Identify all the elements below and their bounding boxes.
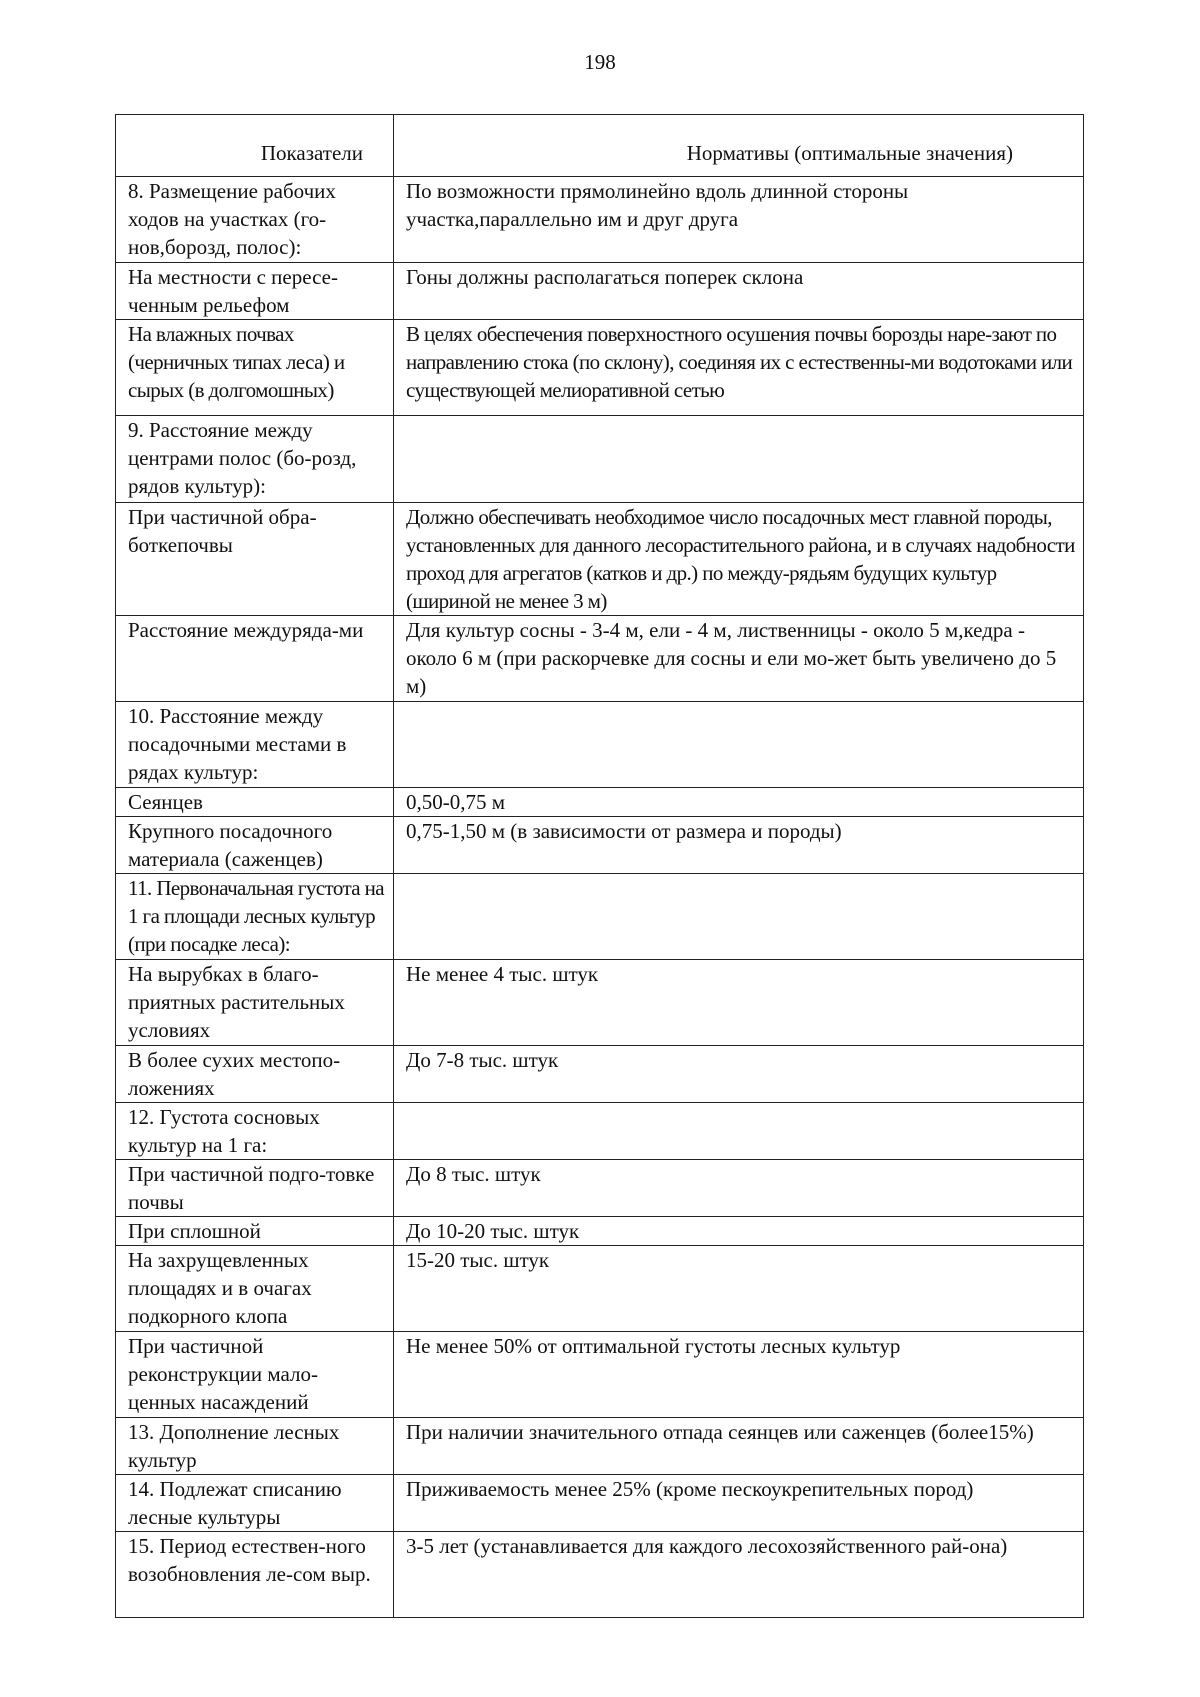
table-row bbox=[116, 263, 1084, 320]
table-row bbox=[116, 1217, 1084, 1246]
table-row bbox=[116, 1160, 1084, 1217]
indicator-cell: Сеянцев bbox=[116, 788, 394, 817]
table-row bbox=[116, 416, 1084, 503]
indicator-cell: 12. Густота сосновых культур на 1 га: bbox=[116, 1103, 394, 1160]
column-header-indicators: Показатели bbox=[116, 115, 394, 177]
norm-cell: При наличии значительного отпада сеянцев или саженцев (более15%) bbox=[394, 1418, 1084, 1475]
table-row bbox=[116, 788, 1084, 817]
norm-cell: 0,75-1,50 м (в зависимости от размера и породы) bbox=[394, 817, 1084, 874]
norm-cell: До 8 тыс. штук bbox=[394, 1160, 1084, 1217]
table-row bbox=[116, 1046, 1084, 1103]
column-header-norms: Нормативы (оптимальные значения) bbox=[394, 115, 1084, 177]
table-row bbox=[116, 817, 1084, 874]
norms-table bbox=[115, 114, 1084, 1618]
indicator-cell: 13. Дополнение лесных культур bbox=[116, 1418, 394, 1475]
indicator-cell: На местности с пересе-ченным рельефом bbox=[116, 263, 394, 320]
norm-cell bbox=[394, 1103, 1084, 1160]
norm-cell: Должно обеспечивать необходимое число посадочных мест главной породы, установленных для данного лесорастительного района, и в случаях надобности проход для агрегатов (катков и др.) по между-рядьям будущих культур (шириной не менее 3 м) bbox=[394, 503, 1084, 616]
table-row bbox=[116, 1532, 1084, 1618]
indicator-cell: При частичной обра-боткепочвы bbox=[116, 503, 394, 616]
indicator-cell: При частичной подго-товке почвы bbox=[116, 1160, 394, 1217]
table-row bbox=[116, 874, 1084, 960]
norm-cell: 0,50-0,75 м bbox=[394, 788, 1084, 817]
table-row bbox=[116, 1332, 1084, 1418]
norm-cell: До 7-8 тыс. штук bbox=[394, 1046, 1084, 1103]
indicator-cell: Крупного посадочного материала (саженцев) bbox=[116, 817, 394, 874]
indicator-cell: На захрущевленных площадях и в очагах подкорного клопа bbox=[116, 1246, 394, 1332]
indicator-cell: 14. Подлежат списанию лесные культуры bbox=[116, 1475, 394, 1532]
norm-cell: По возможности прямолинейно вдоль длинной стороны участка,параллельно им и друг друга bbox=[394, 177, 1084, 263]
norm-cell: Для культур сосны - 3-4 м, ели - 4 м, лиственницы - около 5 м,кедра - около 6 м (при раскорчевке для сосны и ели мо-жет быть увеличено до 5 м) bbox=[394, 616, 1084, 702]
table-header-row bbox=[116, 115, 1084, 177]
table-row bbox=[116, 1246, 1084, 1332]
indicator-cell: 10. Расстояние между посадочными местами в рядах культур: bbox=[116, 702, 394, 788]
table-row bbox=[116, 1418, 1084, 1475]
indicator-cell: 8. Размещение рабочих ходов на участках (го-нов,борозд, полос): bbox=[116, 177, 394, 263]
table-row bbox=[116, 702, 1084, 788]
indicator-cell: 15. Период естествен-ного возобновления ле-сом выр. bbox=[116, 1532, 394, 1618]
table-row bbox=[116, 616, 1084, 702]
norm-cell: Приживаемость менее 25% (кроме пескоукрепительных пород) bbox=[394, 1475, 1084, 1532]
norm-cell bbox=[394, 416, 1084, 503]
indicator-cell: На вырубках в благо-приятных растительных условиях bbox=[116, 960, 394, 1046]
table-row bbox=[116, 960, 1084, 1046]
table-row bbox=[116, 503, 1084, 616]
norm-cell: В целях обеспечения поверхностного осушения почвы борозды наре-зают по направлению стока (по склону), соединяя их с естественны-ми водотоками или существующей мелиоративной сетью bbox=[394, 320, 1084, 416]
norm-cell: До 10-20 тыс. штук bbox=[394, 1217, 1084, 1246]
indicator-cell: Расстояние междуряда-ми bbox=[116, 616, 394, 702]
table-row bbox=[116, 320, 1084, 416]
indicator-cell: На влажных почвах (черничных типах леса) и сырых (в долгомошных) bbox=[116, 320, 394, 416]
indicator-cell: 11. Первоначальная густота на 1 га площади лесных культур (при посадке леса): bbox=[116, 874, 394, 960]
table-row bbox=[116, 1103, 1084, 1160]
norm-cell: Гоны должны располагаться поперек склона bbox=[394, 263, 1084, 320]
indicator-cell: При частичной реконструкции мало-ценных насаждений bbox=[116, 1332, 394, 1418]
norm-cell: Не менее 50% от оптимальной густоты лесных культур bbox=[394, 1332, 1084, 1418]
norm-cell: 3-5 лет (устанавливается для каждого лесохозяйственного рай-она) bbox=[394, 1532, 1084, 1618]
norm-cell bbox=[394, 702, 1084, 788]
norm-cell bbox=[394, 874, 1084, 960]
indicator-cell: 9. Расстояние между центрами полос (бо-розд, рядов культур): bbox=[116, 416, 394, 503]
table-row bbox=[116, 1475, 1084, 1532]
norm-cell: 15-20 тыс. штук bbox=[394, 1246, 1084, 1332]
indicator-cell: При сплошной bbox=[116, 1217, 394, 1246]
norm-cell: Не менее 4 тыс. штук bbox=[394, 960, 1084, 1046]
indicator-cell: В более сухих местопо-ложениях bbox=[116, 1046, 394, 1103]
page-number: 198 bbox=[584, 50, 616, 74]
table-row bbox=[116, 177, 1084, 263]
